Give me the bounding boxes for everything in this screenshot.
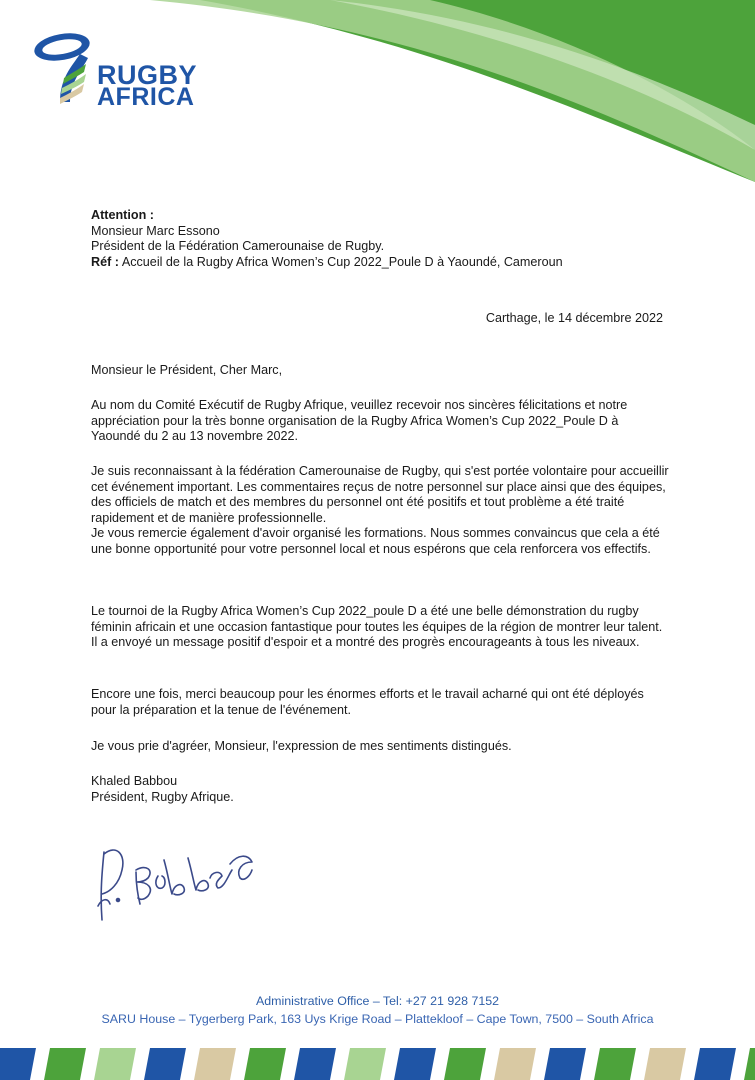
- footer-address: SARU House – Tygerberg Park, 163 Uys Krige Road – Plattekloof – Cape Town, 7500 – South Africa: [101, 1012, 654, 1026]
- paragraph-2b: Je vous remercie également d'avoir organisé les formations. Nous sommes convaincus que cela a été une bonne opportunité pour votre personnel local et nous espérons que cela renforcera vos effectifs.: [91, 526, 660, 556]
- reference-text: Accueil de la Rugby Africa Women’s Cup 2022_Poule D à Yaoundé, Cameroun: [121, 254, 563, 269]
- recipient-title: Président de la Fédération Camerounaise de Rugby.: [91, 239, 385, 254]
- paragraph-3: Le tournoi de la Rugby Africa Women’s Cup 2022_poule D a été une belle démonstration du rugby féminin africain et une occasion fantastique pour toutes les équipes de la région de montrer leur talent. Il a envoyé un message positif d'espoir et a montré des progrès encourageants à tous les niveaux.: [91, 604, 663, 650]
- paragraph-4: Encore une fois, merci beaucoup pour les énormes efforts et le travail acharné qui ont été déployés pour la préparation et la tenue de l'événement.: [91, 687, 644, 717]
- signatory-title: Président, Rugby Afrique.: [91, 789, 234, 804]
- paragraph-1: Au nom du Comité Exécutif de Rugby Afrique, veuillez recevoir nos sincères félicitations et notre appréciation pour la très bonne organisation de la Rugby Africa Women’s Cup 2022_Poule D à Yaoundé du 2 au 13 novembre 2022.: [91, 398, 628, 444]
- recipient-name: Monsieur Marc Essono: [91, 223, 220, 238]
- recipient-block: [91, 208, 671, 270]
- logo-text-africa: AFRICA: [97, 83, 195, 111]
- dateline: Carthage, le 14 décembre 2022: [485, 311, 663, 325]
- footer-stripe-decoration: [0, 1048, 755, 1080]
- signatory-name: Khaled Babbou: [91, 774, 178, 788]
- handwritten-signature-icon: [92, 832, 257, 927]
- logo-text-rugby: RUGBY: [97, 60, 198, 90]
- reference-line: [91, 255, 671, 271]
- reference-label: Réf :: [91, 254, 119, 269]
- greeting: Monsieur le Président, Cher Marc,: [91, 363, 283, 377]
- paragraph-2: Je suis reconnaissant à la fédération Camerounaise de Rugby, qui s'est portée volontaire pour accueillir cet événement important. Les commentaires reçus de notre personnel sur place ainsi que des équipes, des officiels de match et des membres du personnel ont été positifs et tout problème a été traité rapidement et de manière professionnelle.: [91, 464, 669, 525]
- signatory-block: [91, 774, 671, 805]
- footer-phone: – Tel: +27 21 928 7152: [369, 994, 500, 1008]
- paragraph-2-block: [91, 464, 671, 558]
- footer-office-label: Administrative Office: [255, 994, 370, 1008]
- attention-label: Attention :: [91, 208, 154, 222]
- paragraph-5: Je vous prie d'agréer, Monsieur, l'expression de mes sentiments distingués.: [91, 739, 512, 753]
- footer-contact-line: [0, 994, 755, 1008]
